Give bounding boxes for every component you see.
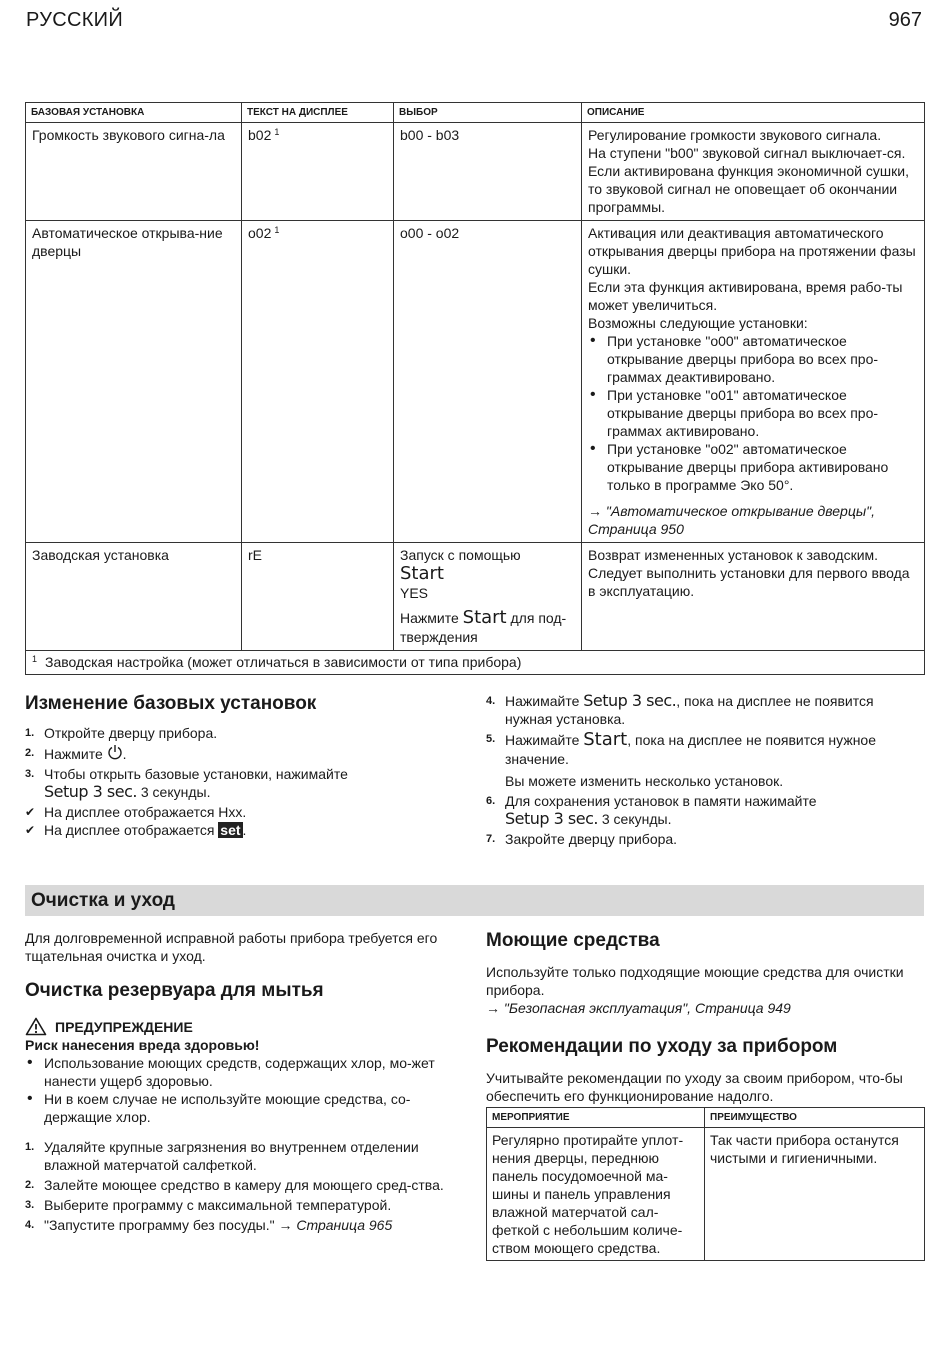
table-header-row [26,103,925,123]
list-item: 4. Нажимайте Setup 3 sec., пока на дисплее не появится нужная установка. [486,691,874,727]
start-key-label: Start [583,729,628,750]
change-settings-right [486,692,924,850]
change-settings-left [25,692,465,839]
list-item: 3. Чтобы открыть базовые установки, нажимайте Setup 3 sec. 3 секунды. [25,766,348,801]
table-row [487,1128,925,1261]
result-item: ✔ На дисплее отображается set . [25,822,247,838]
column-header: МЕРОПРИЯТИЕ [487,1108,705,1128]
list-item: 4. "Запустите программу без посуды." → Страница 965 [25,1217,393,1233]
footnote-mark: 1 [274,225,280,235]
cross-reference-link[interactable]: Страница 965 [296,1217,393,1233]
cross-reference-link[interactable]: → "Автоматическое открывание дверцы", Страница 950 [588,503,875,537]
result-item: ✔ На дисплее отображается Hxx. [25,804,247,820]
care-table [486,1107,925,1261]
language-header: РУССКИЙ [26,9,123,31]
detergents-text: Используйте только подходящие моющие средства для очистки прибора. [486,964,904,998]
steps-list [25,1138,465,1234]
display-text: o02 $^1$ [242,221,394,543]
care-action: Регулярно протирайте уплот-нения дверцы, переднюю панель посудомоечной ма-шины и панель управления влажной матерчатой сал-феткой с небольшим количе-ством моющего средства. [487,1128,705,1261]
table-footnote-row [26,651,925,675]
arrow-icon: → [486,1000,500,1016]
list-item: 2. Залейте моющее средство в камеру для моющего сред-ства. [25,1177,444,1193]
arrow-icon: → [278,1217,293,1233]
choice: Запуск с помощью Start YES Нажмите Start для под-тверждения [394,543,582,651]
column-header: ВЫБОР [394,103,582,123]
column-header: ПРЕИМУЩЕСТВО [705,1108,925,1128]
column-header: ОПИСАНИЕ [582,103,925,123]
choice: b00 - b03 [394,123,582,221]
warning-icon [25,1017,47,1036]
list-item: • Использование моющих средств, содержащих хлор, мо-жет нанести ущерб здоровью. [25,1054,465,1090]
setting-name: Громкость звукового сигна-ла [26,123,242,221]
table-header-row [487,1108,925,1128]
setting-name: Заводская установка [26,543,242,651]
power-icon [107,744,123,761]
setup-key-label: Setup 3 sec. [583,691,677,710]
section-heading: Рекомендации по уходу за прибором [486,1036,838,1057]
page-number: 967 [888,9,922,31]
steps-list [486,692,924,848]
set-display-label: set [220,822,241,838]
warning-subtitle: Риск нанесения вреда здоровью! [25,1037,260,1053]
list-item: 7. Закройте дверцу прибора. [486,831,678,847]
list-item: Вы можете изменить несколько установок. [505,773,784,789]
section-title: Очистка и уход [31,890,175,911]
setup-key-label: Setup 3 sec. [44,782,137,801]
setup-key-label: Setup 3 sec. [505,809,598,828]
cross-reference-link[interactable]: → "Безопасная эксплуатация", Страница 949 [486,1000,791,1016]
steps-list [25,724,465,801]
care-text: Учитывайте рекомендации по уходу за своим прибором, что-бы обеспечить его функционирование надолго. [486,1070,903,1104]
warning-label: ПРЕДУПРЕЖДЕНИЕ [55,1018,193,1035]
list-item: • При установке "o02" автоматическое открывание дверцы прибора активировано только в программе Эко 50°. [588,440,918,494]
warning-block [25,1017,465,1126]
column-header: ТЕКСТ НА ДИСПЛЕЕ [242,103,394,123]
description: Возврат измененных установок к заводским. Следует выполнить установки для первого ввода в эксплуатацию. [582,543,925,651]
list-item: 1. Откройте дверцу прибора. [25,725,218,741]
cleaning-left [25,929,465,1236]
setting-name: Автоматическое открыва-ние дверцы [26,221,242,543]
table-row [26,221,925,543]
footnote: $^1$ Заводская настройка (может отличаться в зависимости от типа прибора) [26,651,925,675]
description: Регулирование громкости звукового сигнала. На ступени "b00" звуковой сигнал выключает-ся. Если активирована функция экономичной сушки, то звуковой сигнал не оповещает об окончании программы. [582,123,925,221]
checkmark-icon: ✔ [25,823,36,837]
intro-text: Для долговременной исправной работы прибора требуется его тщательная очистка и уход. [25,930,438,964]
display-text: b02 $^1$ [242,123,394,221]
start-key-label: Start [462,607,507,628]
cleaning-right [486,929,924,1105]
table-row [26,123,925,221]
display-text: rE [242,543,394,651]
list-item: 2. Нажмите . [25,746,127,762]
list-item: • Ни в коем случае не используйте моющие средства, со-держащие хлор. [25,1090,465,1126]
section-bar [25,885,924,916]
choice: o00 - o02 [394,221,582,543]
section-heading: Изменение базовых установок [25,693,317,714]
list-item: 3. Выберите программу с максимальной температурой. [25,1197,392,1213]
start-key-label: Start [400,563,444,584]
options-list [588,332,918,494]
list-item: • При установке "o01" автоматическое открывание дверцы прибора во всех про-граммах активировано. [588,386,918,440]
list-item: • При установке "o00" автоматическое открывание дверцы прибора во всех про-граммах деактивировано. [588,332,918,386]
list-item: 5. Нажимайте Start, пока на дисплее не появится нужное значение. [486,729,876,767]
list-item: 6. Для сохранения установок в памяти нажимайте Setup 3 sec. 3 секунды. [486,793,817,828]
care-benefit: Так части прибора останутся чистыми и гигиеничными. [705,1128,925,1261]
arrow-icon: → [588,503,602,519]
checkmark-icon: ✔ [25,805,36,819]
table-row [26,543,925,651]
footnote-mark: 1 [274,127,280,137]
description: Активация или деактивация автоматического открывания дверцы прибора на протяжении фазы сушки. Если эта функция активирована, время рабо-ты может увеличиться. Возможны следующие установки: • При установке "o00" автоматическое открывание дверцы прибора во всех про-граммах деактивировано. • При установке "o01" автоматическое открывание дверцы прибора во всех про-граммах активировано. • При установке "o02" автоматическое открывание дверцы прибора активировано только в программе Эко 50°. → "Автоматическое открывание дверцы", Страница 950 [582,221,925,543]
warning-list [25,1054,465,1126]
basic-settings-table [25,102,925,675]
list-item: 1. Удаляйте крупные загрязнения во внутреннем отделении влажной матерчатой салфеткой. [25,1139,419,1173]
column-header: БАЗОВАЯ УСТАНОВКА [26,103,242,123]
section-heading: Очистка резервуара для мытья [25,980,324,1001]
section-heading: Моющие средства [486,930,660,951]
